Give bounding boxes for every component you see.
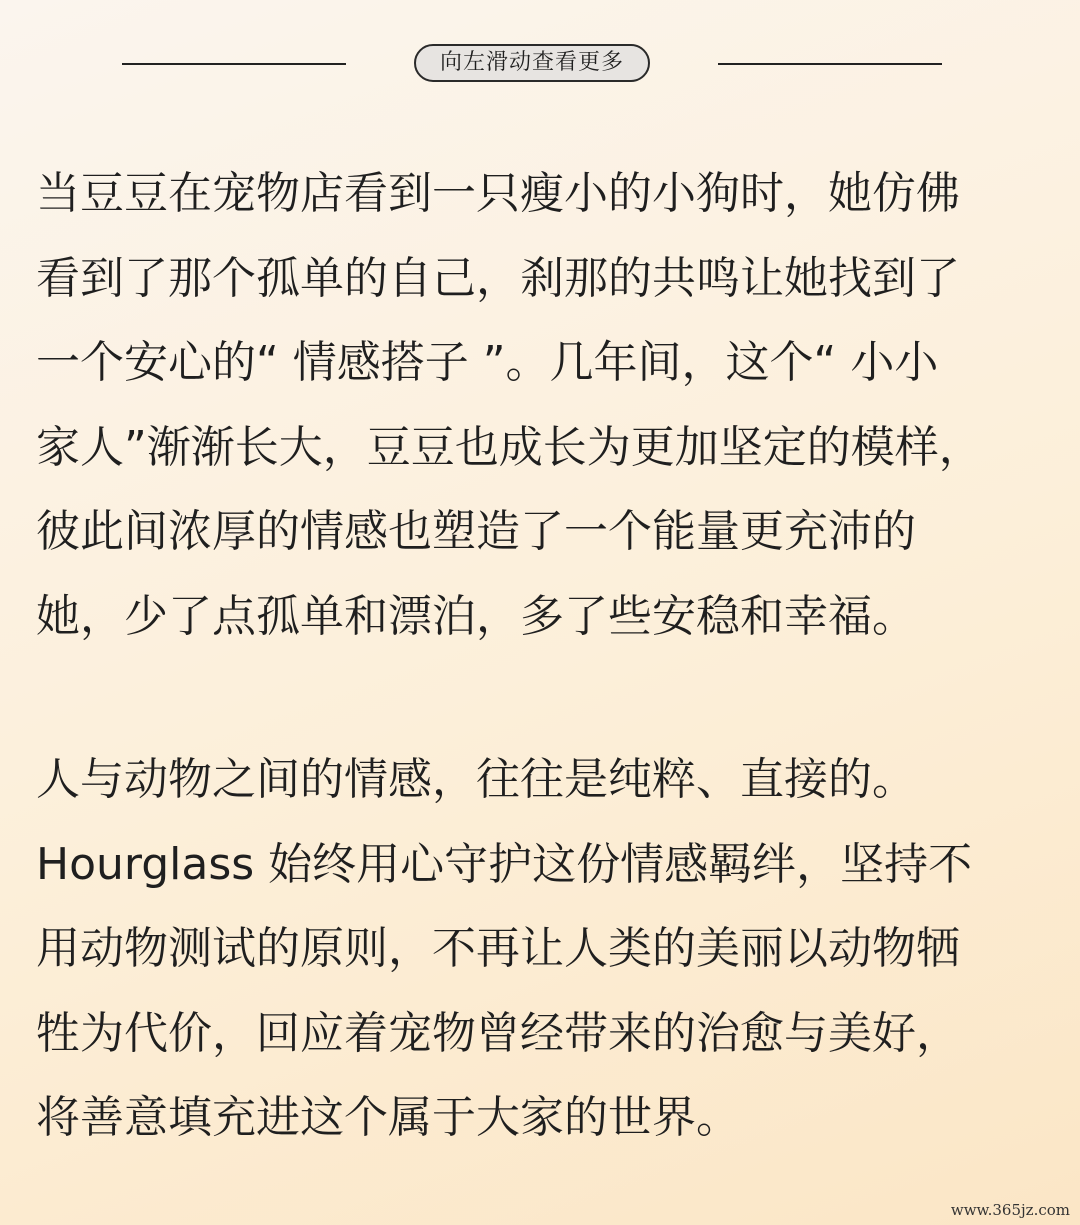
paragraph-line: 将善意填充进这个属于大家的世界。 — [36, 1092, 740, 1143]
paragraph-line: 看到了那个孤单的自己，刹那的共鸣让她找到了 — [36, 252, 960, 304]
site-watermark: www.365jz.com — [950, 1201, 1070, 1219]
paragraph-line: 家人”渐渐长大，豆豆也成长为更加坚定的模样， — [36, 421, 983, 473]
paragraph-line: 人与动物之间的情感，往往是纯粹、直接的。 — [36, 754, 916, 805]
left-divider — [122, 63, 346, 65]
story-paragraph — [36, 152, 1056, 659]
paragraph-line: Hourglass 始终用心守护这份情感羁绊，坚持不 — [36, 838, 973, 890]
swipe-hint-bar — [0, 42, 1080, 86]
brand-paragraph — [36, 738, 1056, 1161]
paragraph-line: 彼此间浓厚的情感也塑造了一个能量更充沛的 — [36, 506, 916, 557]
paragraph-line: 用动物测试的原则，不再让人类的美丽以动物牺 — [36, 923, 960, 974]
right-divider — [718, 63, 942, 65]
paragraph-line: 牲为代价，回应着宠物曾经带来的治愈与美好， — [36, 1007, 960, 1059]
paragraph-line: 一个安心的“ 情感搭子 ”。几年间，这个“ 小小 — [36, 337, 939, 388]
swipe-hint-pill[interactable]: 向左滑动查看更多 — [414, 44, 650, 82]
paragraph-line: 当豆豆在宠物店看到一只瘦小的小狗时，她仿佛 — [36, 168, 960, 219]
paragraph-line: 她，少了点孤单和漂泊，多了些安稳和幸福。 — [36, 590, 916, 642]
